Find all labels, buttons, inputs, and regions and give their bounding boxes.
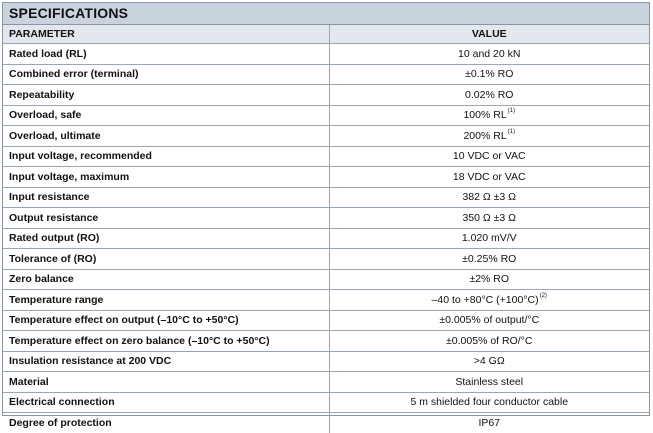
parameter-cell: Rated load (RL) bbox=[3, 44, 329, 65]
parameter-cell: Electrical connection bbox=[3, 392, 329, 413]
value-text: IP67 bbox=[478, 416, 501, 429]
value-cell bbox=[329, 187, 649, 208]
value-cell bbox=[329, 126, 649, 147]
value-cell bbox=[329, 85, 649, 106]
table-row bbox=[3, 372, 649, 393]
value-cell bbox=[329, 351, 649, 372]
table-row bbox=[3, 228, 649, 249]
parameter-cell: Degree of protection bbox=[3, 413, 329, 433]
parameter-cell: Temperature effect on output (–10°C to +50°C) bbox=[3, 310, 329, 331]
value-text: ±0.1% RO bbox=[465, 68, 514, 81]
value-text: 18 VDC or VAC bbox=[452, 170, 526, 183]
header-parameter: PARAMETER bbox=[3, 25, 329, 44]
value-text: Stainless steel bbox=[455, 375, 524, 388]
value-text: 350 Ω ±3 Ω bbox=[462, 211, 517, 224]
value-cell bbox=[329, 269, 649, 290]
value-cell bbox=[329, 228, 649, 249]
specifications-panel bbox=[2, 2, 650, 429]
value-cell bbox=[329, 310, 649, 331]
table-row bbox=[3, 290, 649, 311]
parameter-cell: Combined error (terminal) bbox=[3, 64, 329, 85]
value-cell bbox=[329, 413, 649, 433]
table-row bbox=[3, 187, 649, 208]
table-row bbox=[3, 249, 649, 270]
specifications-title: SPECIFICATIONS bbox=[3, 3, 649, 25]
parameter-cell: Input voltage, recommended bbox=[3, 146, 329, 167]
table-row bbox=[3, 392, 649, 413]
parameter-cell: Insulation resistance at 200 VDC bbox=[3, 351, 329, 372]
parameter-cell: Repeatability bbox=[3, 85, 329, 106]
parameter-cell: Zero balance bbox=[3, 269, 329, 290]
value-text: 100% RL bbox=[463, 109, 507, 122]
value-text: 5 m shielded four conductor cable bbox=[410, 396, 569, 409]
value-text: >4 GΩ bbox=[473, 355, 505, 368]
value-text: ±0.005% of output/°C bbox=[439, 314, 540, 327]
table-row bbox=[3, 105, 649, 126]
value-text: 200% RL bbox=[463, 129, 507, 142]
parameter-cell: Material bbox=[3, 372, 329, 393]
table-row bbox=[3, 167, 649, 188]
table-row bbox=[3, 310, 649, 331]
value-cell bbox=[329, 392, 649, 413]
value-text: 382 Ω ±3 Ω bbox=[462, 191, 517, 204]
value-cell bbox=[329, 64, 649, 85]
table-row bbox=[3, 85, 649, 106]
parameter-cell: Overload, ultimate bbox=[3, 126, 329, 147]
value-text: ±2% RO bbox=[469, 273, 510, 286]
footnote-marker: (1) bbox=[507, 128, 516, 135]
value-text: 10 and 20 kN bbox=[458, 47, 521, 60]
table-row bbox=[3, 146, 649, 167]
value-text: –40 to +80°C (+100°C) bbox=[431, 293, 539, 306]
table-row bbox=[3, 64, 649, 85]
value-cell bbox=[329, 167, 649, 188]
value-text: 1.020 mV/V bbox=[461, 232, 517, 245]
table-row bbox=[3, 44, 649, 65]
table-row bbox=[3, 351, 649, 372]
value-text: 10 VDC or VAC bbox=[452, 150, 526, 163]
table-row bbox=[3, 126, 649, 147]
parameter-cell: Tolerance of (RO) bbox=[3, 249, 329, 270]
parameter-cell: Temperature effect on zero balance (–10°C to +50°C) bbox=[3, 331, 329, 352]
parameter-cell: Output resistance bbox=[3, 208, 329, 229]
value-cell bbox=[329, 290, 649, 311]
table-row bbox=[3, 208, 649, 229]
table-row bbox=[3, 413, 649, 433]
value-cell bbox=[329, 249, 649, 270]
parameter-cell: Input voltage, maximum bbox=[3, 167, 329, 188]
specifications-table bbox=[3, 25, 649, 433]
value-cell bbox=[329, 208, 649, 229]
value-text: ±0.25% RO bbox=[462, 252, 517, 265]
table-row bbox=[3, 331, 649, 352]
footnote-marker: (2) bbox=[539, 292, 547, 299]
value-cell bbox=[329, 372, 649, 393]
value-text: ±0.005% of RO/°C bbox=[446, 334, 533, 347]
footnote-marker: (1) bbox=[507, 108, 516, 115]
value-cell bbox=[329, 105, 649, 126]
parameter-cell: Temperature range bbox=[3, 290, 329, 311]
value-cell bbox=[329, 331, 649, 352]
parameter-cell: Input resistance bbox=[3, 187, 329, 208]
value-cell bbox=[329, 44, 649, 65]
table-row bbox=[3, 269, 649, 290]
table-body bbox=[3, 44, 649, 433]
header-value: VALUE bbox=[329, 25, 649, 44]
value-cell bbox=[329, 146, 649, 167]
parameter-cell: Overload, safe bbox=[3, 105, 329, 126]
table-header-row bbox=[3, 25, 649, 44]
value-text: 0.02% RO bbox=[465, 88, 514, 101]
parameter-cell: Rated output (RO) bbox=[3, 228, 329, 249]
